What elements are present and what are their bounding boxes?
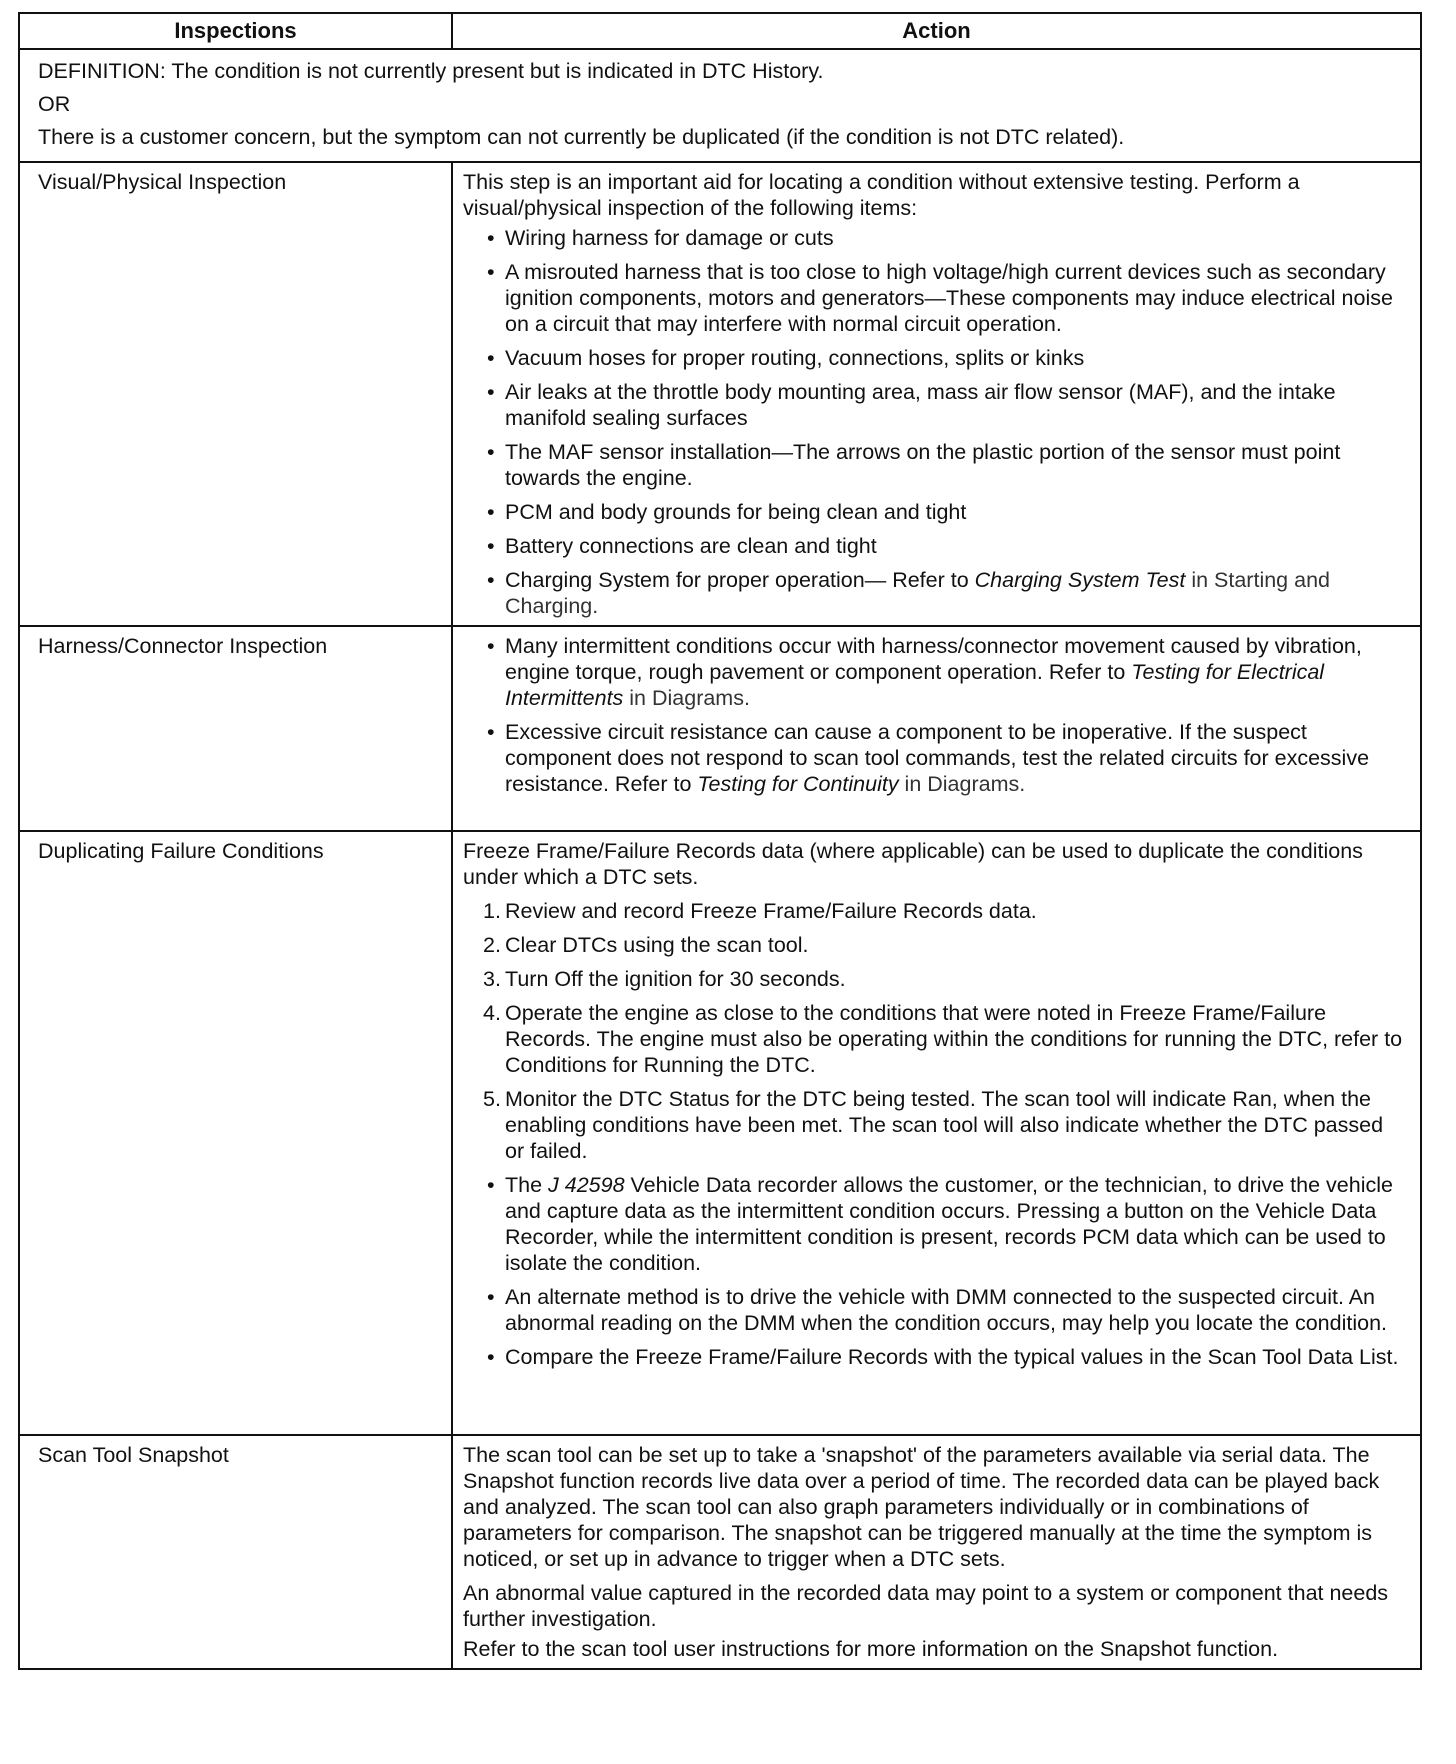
action-cell (452, 1435, 1421, 1669)
action-paragraph: The scan tool can be set up to take a 'snapshot' of the parameters available via serial data. The Snapshot function records live data over a period of time. The recorded data can be played back and analyzed. The scan tool can also graph parameters individually or in combinations of parameters for comparison. The snapshot can be triggered manually at the time the symptom is noticed, or set up in advance to trigger when a DTC sets. (463, 1443, 1380, 1571)
action-paragraph: An abnormal value captured in the recorded data may point to a system or component that needs further investigation. (463, 1581, 1389, 1631)
list-item: • Vacuum hoses for proper routing, connections, splits or kinks (487, 346, 1085, 370)
list-item: 1. Review and record Freeze Frame/Failure Records data. (483, 899, 1037, 923)
definition-row (19, 49, 1421, 162)
list-item: 3. Turn Off the ignition for 30 seconds. (483, 967, 846, 991)
list-item: 2. Clear DTCs using the scan tool. (483, 933, 809, 957)
bullet-list (463, 225, 1408, 619)
definition-cell (19, 49, 1421, 162)
table-row (19, 1435, 1421, 1669)
table-row (19, 831, 1421, 1435)
bullet-list (463, 633, 1408, 797)
header-inspections: Inspections (19, 13, 452, 49)
action-intro: Freeze Frame/Failure Records data (where applicable) can be used to duplicate the conditions under which a DTC sets. (463, 839, 1363, 889)
inspection-label: Harness/Connector Inspection (19, 626, 452, 831)
list-item: 4. Operate the engine as close to the conditions that were noted in Freeze Frame/Failure Records. The engine must also be operating within the conditions for running the DTC, refer to Conditions for Running the DTC. (483, 1001, 1403, 1077)
definition-text-2: There is a customer concern, but the symptom can not currently be duplicated (if the condition is not DTC related). (38, 125, 1125, 149)
inspection-label: Scan Tool Snapshot (19, 1435, 452, 1669)
action-intro: This step is an important aid for locating a condition without extensive testing. Perform a visual/physical inspection of the following items: (463, 170, 1300, 220)
definition-or: OR (38, 92, 71, 116)
table-row (19, 626, 1421, 831)
inspection-table (18, 12, 1422, 1670)
list-item: • PCM and body grounds for being clean and tight (487, 500, 967, 524)
list-item: • A misrouted harness that is too close to high voltage/high current devices such as secondary ignition components, motors and generators—These components may induce electrical noise on a circuit that may interfere with normal circuit operation. (487, 260, 1393, 336)
list-item: • Wiring harness for damage or cuts (487, 226, 834, 250)
bullet-list (463, 1172, 1408, 1370)
list-item: • Air leaks at the throttle body mounting area, mass air flow sensor (MAF), and the intake manifold sealing surfaces (487, 380, 1336, 430)
list-item: • Charging System for proper operation— Refer to Charging System Test in Starting and Charging. (487, 568, 1330, 618)
list-item: • Many intermittent conditions occur with harness/connector movement caused by vibration, engine torque, rough pavement or component operation. Refer to Testing for Electrical Intermittents in Diagrams. (487, 634, 1362, 710)
numbered-list (463, 898, 1408, 1164)
inspection-label: Duplicating Failure Conditions (19, 831, 452, 1435)
header-action: Action (452, 13, 1421, 49)
table-row (19, 162, 1421, 626)
header-row (19, 13, 1421, 49)
action-cell (452, 831, 1421, 1435)
list-item: 5. Monitor the DTC Status for the DTC being tested. The scan tool will indicate Ran, when the enabling conditions have been met. The scan tool will also indicate whether the DTC passed or failed. (483, 1087, 1384, 1163)
inspection-label: Visual/Physical Inspection (19, 162, 452, 626)
definition-text: DEFINITION: The condition is not currently present but is indicated in DTC History. (38, 59, 824, 83)
list-item: • Battery connections are clean and tight (487, 534, 877, 558)
list-item: • An alternate method is to drive the vehicle with DMM connected to the suspected circuit. An abnormal reading on the DMM when the condition occurs, may help you locate the condition. (487, 1285, 1388, 1335)
action-cell (452, 162, 1421, 626)
list-item: • The MAF sensor installation—The arrows on the plastic portion of the sensor must point towards the engine. (487, 440, 1341, 490)
list-item: • Compare the Freeze Frame/Failure Records with the typical values in the Scan Tool Data List. (487, 1345, 1399, 1369)
action-cell (452, 626, 1421, 831)
action-paragraph: Refer to the scan tool user instructions for more information on the Snapshot function. (463, 1637, 1279, 1661)
list-item: • The J 42598 Vehicle Data recorder allows the customer, or the technician, to drive the vehicle and capture data as the intermittent condition occurs. Pressing a button on the Vehicle Data Recorder, while the intermittent condition is present, records PCM data which can be used to isolate the condition. (487, 1173, 1393, 1275)
list-item: • Excessive circuit resistance can cause a component to be inoperative. If the suspect component does not respond to scan tool commands, test the related circuits for excessive resistance. Refer to Testing for Continuity in Diagrams. (487, 720, 1370, 796)
